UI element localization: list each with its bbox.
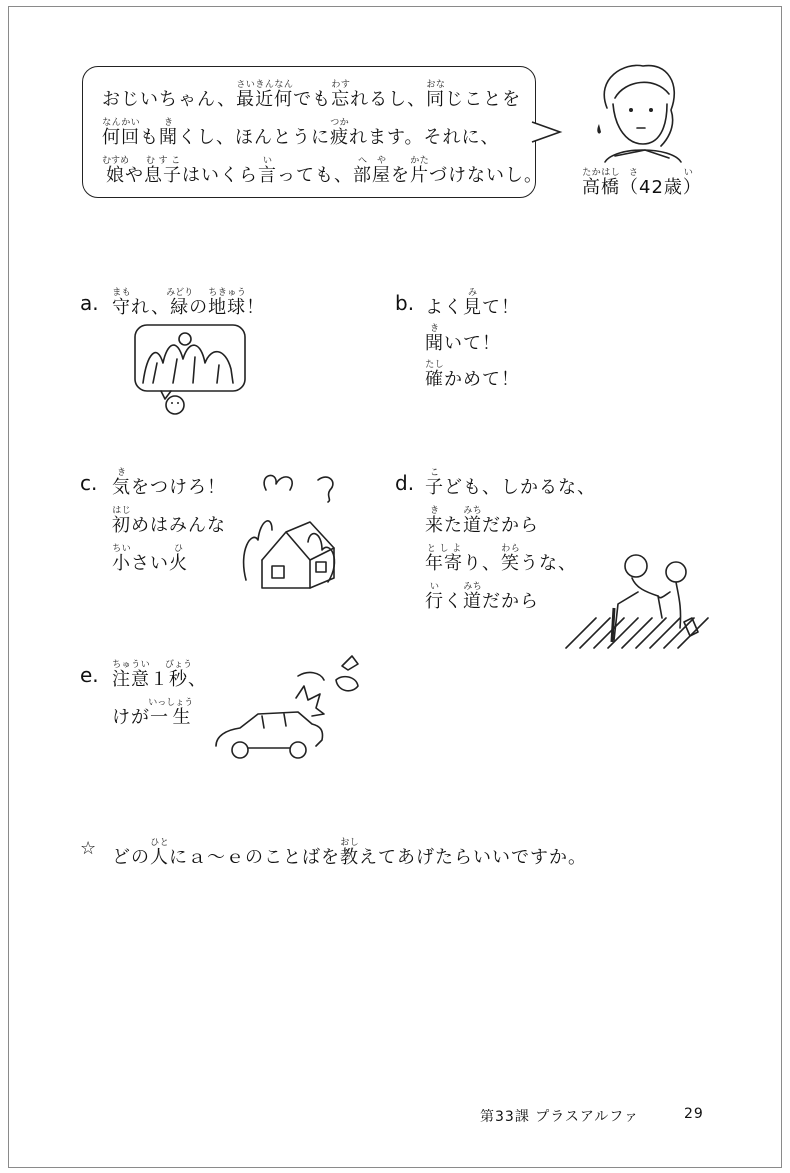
speaker-name: 高橋たかはし (582, 168, 620, 198)
item-e-line-2 (112, 698, 193, 729)
item-b-line-3 (425, 360, 520, 391)
text-segment: でも (293, 89, 332, 110)
lesson-label: 第33課 プラスアルファ (480, 1109, 640, 1125)
item-c-line-3 (112, 544, 188, 575)
annotated-word: 年寄としよ (425, 544, 463, 574)
annotated-word: 聞き (159, 118, 178, 148)
text-segment: た (444, 515, 463, 536)
text-segment: く (444, 591, 463, 612)
text-segment: 、 (188, 669, 207, 690)
annotated-word: 最近何さいきんなん (236, 80, 294, 110)
annotated-word: 地球ちきゅう (208, 288, 247, 318)
item-d-line-4 (425, 582, 539, 613)
text-segment: １ (150, 669, 169, 690)
annotated-word: 教おし (340, 838, 359, 868)
text-segment: の (189, 297, 209, 318)
annotated-word: 忘わす (331, 80, 351, 110)
item-a-marker: a. (80, 291, 99, 315)
speech-bubble-tail (532, 118, 572, 158)
item-d-marker: d. (395, 471, 415, 495)
annotated-word: 確たし (425, 360, 444, 390)
speech-line-3 (102, 156, 543, 187)
text-segment: えてあげたらいいですか。 (359, 847, 587, 868)
text-segment: や (125, 165, 144, 186)
annotated-word: 気き (112, 468, 131, 498)
annotated-word: 片かた (410, 156, 429, 186)
item-c-marker: c. (80, 471, 98, 495)
text-segment: ども、しかるな、 (444, 477, 596, 498)
annotated-word: 来き (425, 506, 444, 536)
text-segment: おじいちゃん、 (102, 89, 237, 110)
elderly-walking-illustration (566, 548, 726, 658)
text-segment: だから (482, 515, 539, 536)
text-segment: れ、 (131, 297, 171, 318)
annotated-word: 火ひ (169, 544, 188, 574)
annotated-word: 緑みどり (166, 288, 194, 318)
text-segment: かめて！ (444, 369, 520, 390)
speaker-age: （42歳）さい (620, 168, 702, 198)
annotated-word: 初はじ (112, 506, 131, 536)
item-e-marker: e. (80, 663, 99, 687)
page-number: 29 (684, 1106, 704, 1122)
annotated-word: 注意ちゅうい (112, 660, 150, 690)
item-c-line-2 (112, 506, 226, 537)
item-d-line-2 (425, 506, 539, 537)
text-segment: れるし、 (350, 89, 427, 110)
annotated-word: 見み (463, 288, 482, 318)
burning-house-illustration (238, 470, 348, 595)
speaker-label (582, 168, 702, 199)
text-segment: けが (112, 707, 150, 728)
annotated-word: 小ちい (112, 544, 131, 574)
text-segment: ！ (246, 297, 266, 318)
speech-line-1 (102, 80, 521, 111)
annotated-word: 聞き (425, 324, 444, 354)
item-d-line-1 (425, 468, 596, 499)
text-segment: を (391, 165, 410, 186)
text-segment: だから (482, 591, 539, 612)
text-segment: うな、 (520, 553, 577, 574)
annotated-word: 守まも (112, 288, 131, 318)
text-segment: よく (425, 297, 463, 318)
text-segment: っても、 (277, 165, 353, 186)
text-segment: さい (131, 553, 169, 574)
text-segment: をつけろ！ (131, 477, 226, 498)
earth-forest-illustration (133, 323, 253, 418)
text-segment: いて！ (444, 333, 501, 354)
annotated-word: 道みち (463, 506, 482, 536)
annotated-word: 娘むすめ (102, 156, 130, 186)
annotated-word: 子こ (425, 468, 444, 498)
annotated-word: 秒びょう (165, 660, 193, 690)
text-segment: も (140, 127, 159, 148)
item-b-marker: b. (395, 291, 415, 315)
text-segment: はいくら (182, 165, 258, 186)
text-segment: り、 (463, 553, 501, 574)
annotated-word: 人ひと (150, 838, 169, 868)
item-b-line-2 (425, 324, 501, 355)
text-segment: て！ (482, 297, 520, 318)
item-d-line-3 (425, 544, 577, 575)
item-e-line-1 (112, 660, 207, 691)
text-segment: れます。それに、 (349, 127, 500, 148)
item-b-line-1 (425, 288, 520, 319)
text-segment: にａ～ｅのことばを (169, 847, 340, 868)
text-segment: づけないし。 (429, 165, 543, 186)
text-segment: めはみんな (131, 515, 226, 536)
annotated-word: 言い (258, 156, 277, 186)
item-c-line-1 (112, 468, 226, 499)
annotated-word: 道みち (463, 582, 482, 612)
woman-illustration (585, 58, 695, 168)
text-segment: くし、ほんとうに (178, 127, 330, 148)
speech-line-2 (102, 118, 500, 149)
text-segment: どの (112, 847, 150, 868)
annotated-word: 疲つか (330, 118, 349, 148)
question-text (112, 838, 587, 869)
annotated-word: 何回なんかい (102, 118, 140, 148)
annotated-word: 行い (425, 582, 444, 612)
question-star: ☆ (80, 838, 98, 859)
annotated-word: 息子むすこ (144, 156, 182, 186)
annotated-word: 同おな (426, 80, 446, 110)
text-segment: じことを (445, 89, 522, 110)
item-a-text (112, 288, 265, 319)
car-accident-illustration (212, 650, 372, 770)
annotated-word: 笑わら (501, 544, 520, 574)
annotated-word: 一生いっしょう (148, 698, 194, 728)
annotated-word: 部屋へや (353, 156, 391, 186)
